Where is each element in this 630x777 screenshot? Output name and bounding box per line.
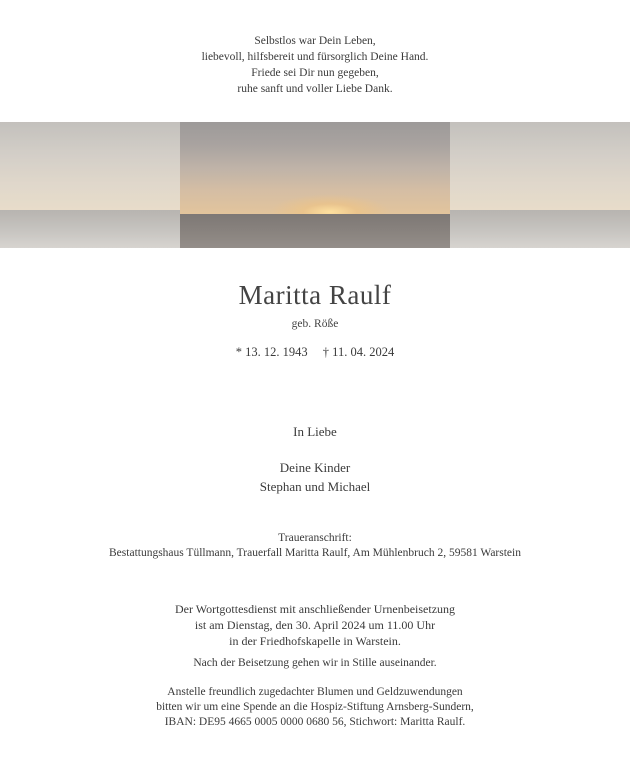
in-love-line: [0, 424, 630, 440]
address-text: Bestattungshaus Tüllmann, Trauerfall Maritta Raulf, Am Mühlenbruch 2, 59581 Warstein: [109, 547, 521, 559]
condolence-address: [0, 531, 630, 561]
life-dates: [0, 345, 630, 360]
farewell-text: Nach der Beisetzung gehen wir in Stille auseinander.: [193, 657, 437, 669]
farewell-note: [0, 657, 630, 669]
service-line: ist am Dienstag, den 30. April 2024 um 11.00 Uhr: [194, 618, 436, 632]
donation-line: bitten wir um eine Spende an die Hospiz-Stiftung Arnsberg-Sundern,: [156, 701, 474, 713]
banner-sunset-sea: [180, 214, 450, 248]
sunset-banner-image: [0, 122, 630, 248]
donation-line: IBAN: DE95 4665 0005 0000 0680 56, Stichwort: Maritta Raulf.: [164, 716, 466, 728]
banner-fade-left: [0, 122, 180, 248]
deceased-name: Maritta Raulf: [238, 280, 392, 310]
banner-highlight: [180, 122, 450, 248]
family-line: Stephan und Michael: [259, 479, 371, 494]
banner-fade-right: [450, 122, 630, 248]
poem: [0, 33, 630, 97]
in-love-text: In Liebe: [293, 424, 337, 439]
donation-info: [0, 685, 630, 730]
family-line: Deine Kinder: [279, 460, 351, 475]
service-line: Der Wortgottesdienst mit anschließender Urnenbeisetzung: [174, 602, 456, 616]
death-date: † 11. 04. 2024: [322, 345, 395, 359]
maiden-name: geb. Röße: [291, 318, 339, 330]
service-line: in der Friedhofskapelle in Warstein.: [229, 634, 401, 648]
family-signature: [0, 458, 630, 496]
service-info: [0, 601, 630, 649]
banner-sunset-sky: [180, 122, 450, 214]
donation-line: Anstelle freundlich zugedachter Blumen und Geldzuwendungen: [167, 686, 463, 698]
birth-date: * 13. 12. 1943: [235, 345, 308, 359]
poem-line: liebevoll, hilfsbereit und fürsorglich Deine Hand.: [201, 51, 429, 63]
poem-line: ruhe sanft und voller Liebe Dank.: [237, 83, 393, 95]
poem-line: Selbstlos war Dein Leben,: [254, 35, 376, 47]
address-label: Traueranschrift:: [278, 532, 352, 544]
poem-line: Friede sei Dir nun gegeben,: [251, 67, 379, 79]
